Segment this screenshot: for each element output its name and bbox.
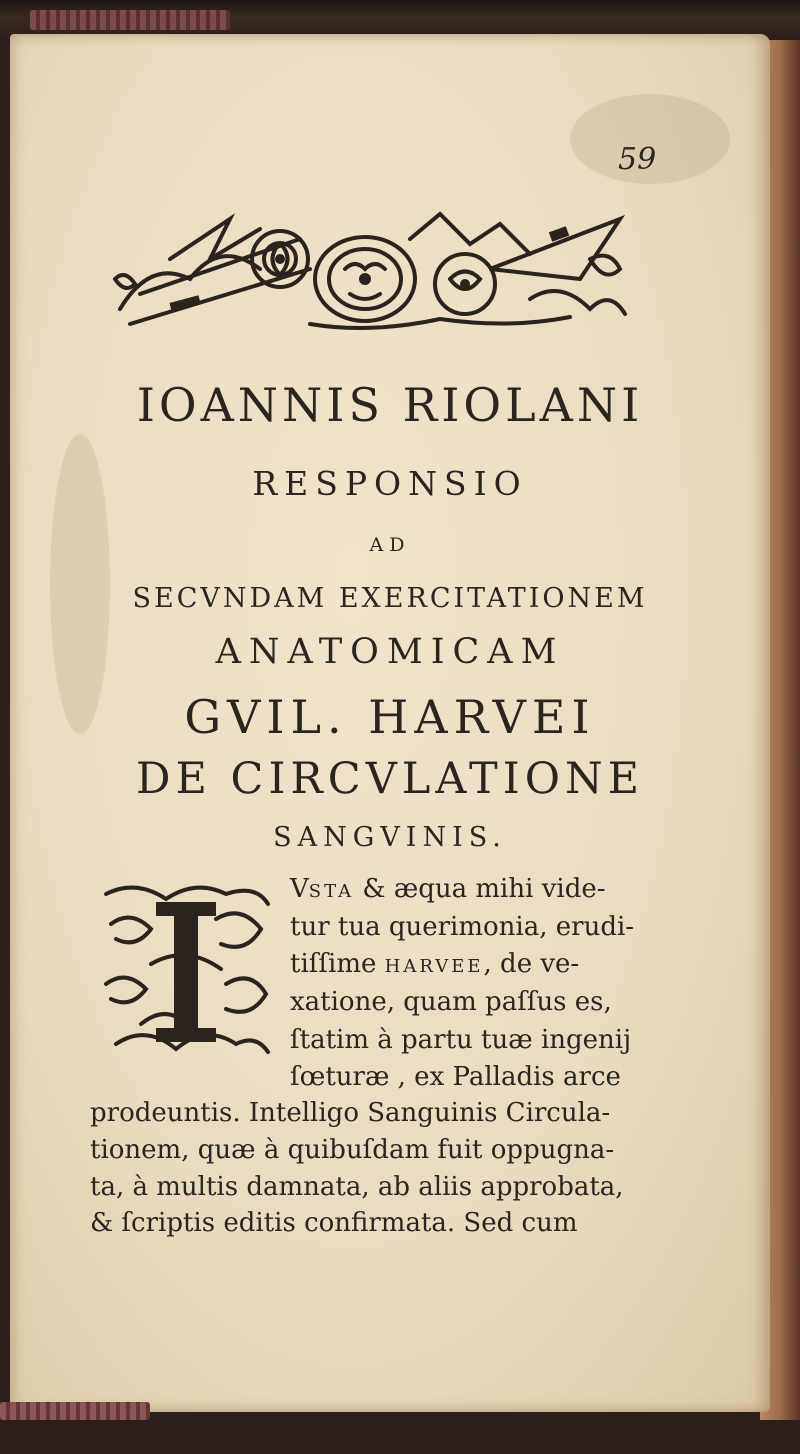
title-ad: AD — [369, 534, 411, 556]
text-line-3: tiſſime HARVEE, de ve- — [290, 949, 580, 979]
headband-bottom — [0, 1402, 150, 1420]
headband-top — [30, 10, 230, 30]
text-line-1: VSTA & æqua mihi vide- — [290, 874, 606, 904]
title-sanguinis: SANGVINIS. — [273, 822, 507, 853]
title-circulatione: DE CIRCVLATIONE — [136, 754, 644, 804]
title-secundam: SECVNDAM EXERCITATIONEM — [132, 583, 648, 614]
text-line-5: ſtatim à partu tuæ ingenij — [290, 1025, 632, 1055]
headpiece-ornament — [110, 199, 630, 339]
text-line-7: prodeuntis. Intelligo Sanguinis Circula- — [90, 1098, 611, 1128]
text-line-8: tionem, quæ à quibuſdam fuit oppugna- — [90, 1135, 615, 1165]
text-line-2: tur tua querimonia, erudi- — [290, 912, 635, 942]
initial-letter: I — [184, 976, 188, 987]
title-harvei: GVIL. HARVEI — [184, 690, 596, 744]
text-line-4: xatione, quam paſſus es, — [290, 987, 612, 1017]
book-page — [10, 34, 770, 1412]
text-line-9: ta, à multis damnata, ab aliis approbata, — [90, 1172, 624, 1202]
text-line-10: & ſcriptis editis confirmata. Sed cum — [90, 1208, 578, 1238]
page-number: 59 — [618, 142, 657, 177]
title-author: IOANNIS RIOLANI — [136, 378, 644, 432]
title-anatomicam: ANATOMICAM — [215, 632, 565, 672]
title-responsio: RESPONSIO — [252, 464, 528, 503]
decorated-initial — [96, 874, 276, 1064]
text-line-6: ſœturæ , ex Palladis arce — [290, 1062, 621, 1092]
